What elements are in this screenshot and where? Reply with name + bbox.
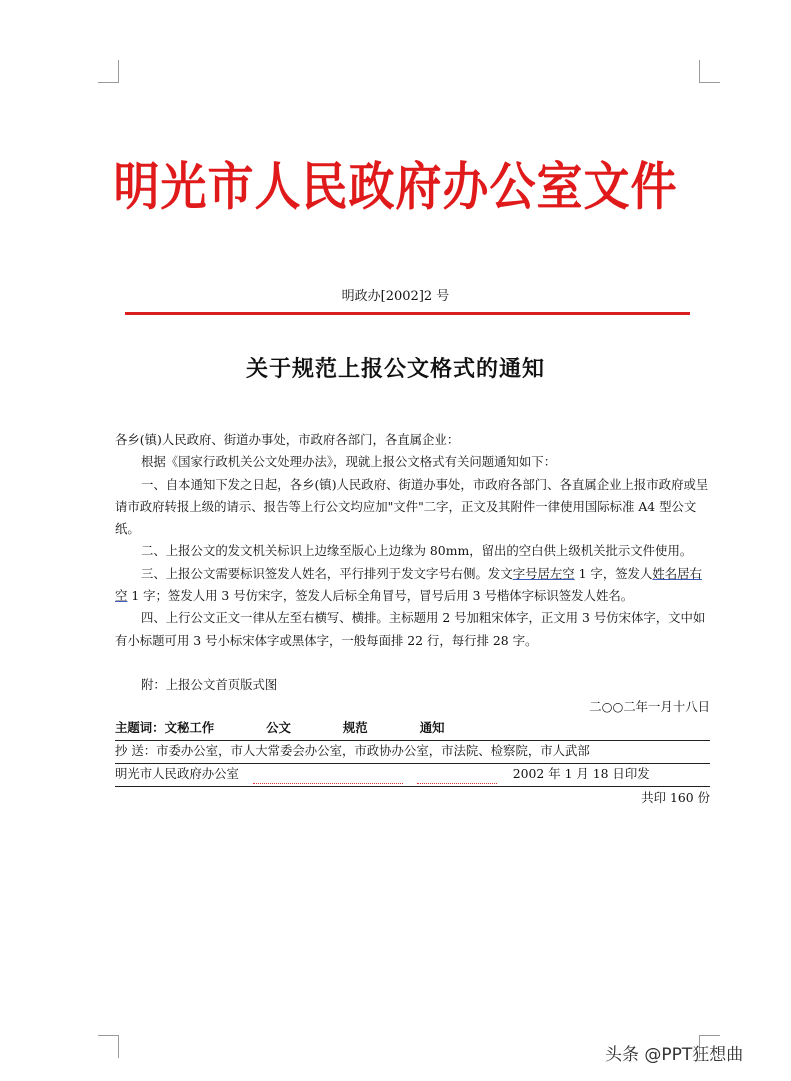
attachment-note: 附：上报公文首页版式图 bbox=[141, 676, 278, 692]
crop-mark-bottom-left bbox=[98, 1035, 119, 1058]
document-body bbox=[115, 429, 710, 719]
red-separator-line bbox=[125, 312, 690, 315]
keyword: 文秘工作 bbox=[164, 720, 215, 735]
print-date: 2002 年 1 月 18 日印发 bbox=[512, 766, 650, 781]
watermark: 头条 @PPT狂想曲 bbox=[605, 1045, 744, 1065]
item-3 bbox=[115, 563, 710, 608]
keywords-row bbox=[115, 718, 710, 741]
keyword: 通知 bbox=[419, 720, 445, 735]
keywords-label: 主题词： bbox=[115, 720, 165, 735]
print-count: 共印 160 份 bbox=[641, 790, 710, 805]
cc-row bbox=[115, 741, 710, 764]
document-number: 明政办[2002]2 号 bbox=[341, 289, 450, 304]
spell-underline bbox=[417, 769, 497, 784]
issuer-row bbox=[115, 764, 710, 787]
keyword: 规范 bbox=[342, 720, 368, 735]
crop-mark-top-right bbox=[699, 60, 720, 83]
crop-mark-top-left bbox=[98, 60, 119, 83]
issuer-title: 明光市人民政府办公室文件 bbox=[113, 156, 678, 217]
item-3-underlined-a: 字号居左空 bbox=[512, 565, 575, 581]
item-3-underlined-b: 姓名居右空 bbox=[115, 565, 702, 604]
keyword: 公文 bbox=[266, 720, 291, 735]
issuing-office: 明光市人民政府办公室 bbox=[115, 766, 239, 781]
item-3-part-e: 1 字；签发人用 3 号仿宋字，签发人后标全角冒号，冒号后用 3 号楷体字标识签发人姓名。 bbox=[127, 588, 634, 604]
item-2: 二、上报公文的发文机关标识上边缘至版心上边缘为 80mm，留出的空白供上级机关批示文件使用。 bbox=[141, 543, 693, 559]
item-1: 一、自本通知下发之日起，各乡(镇)人民政府、街道办事处，市政府各部门、各直属企业上报市政府或呈请市政府转报上级的请示、报告等上行公文均应加"文件"二字，正文及其附件一律使用国际标准 A4 型公文纸。 bbox=[115, 476, 709, 537]
cc-list: 抄 送：市委办公室，市人大常委会办公室，市政协办公室，市法院、检察院，市人武部 bbox=[115, 743, 590, 758]
item-4: 四、上行公文正文一律从左至右横写、横排。主标题用 2 号加粗宋体字，正文用 3 号仿宋体字，文中如有小标题可用 3 号小标宋体字或黑体字，一般每面排 22 行，每行排 28 字。 bbox=[115, 610, 706, 648]
item-3-part-a: 三、上报公文需要标识签发人姓名，平行排列于发文字号右侧。发文 bbox=[141, 565, 513, 581]
spell-underline bbox=[253, 769, 403, 784]
intro-paragraph: 根据《国家行政机关公文处理办法》，现就上报公文格式有关问题通知如下： bbox=[141, 454, 557, 470]
item-3-part-c: 1 字，签发人 bbox=[574, 565, 653, 581]
recipients: 各乡(镇)人民政府、街道办事处，市政府各部门，各直属企业： bbox=[115, 432, 460, 447]
issue-date: 二○○二年一月十八日 bbox=[589, 699, 710, 715]
document-footer bbox=[115, 718, 710, 809]
document-title: 关于规范上报公文格式的通知 bbox=[245, 356, 545, 382]
